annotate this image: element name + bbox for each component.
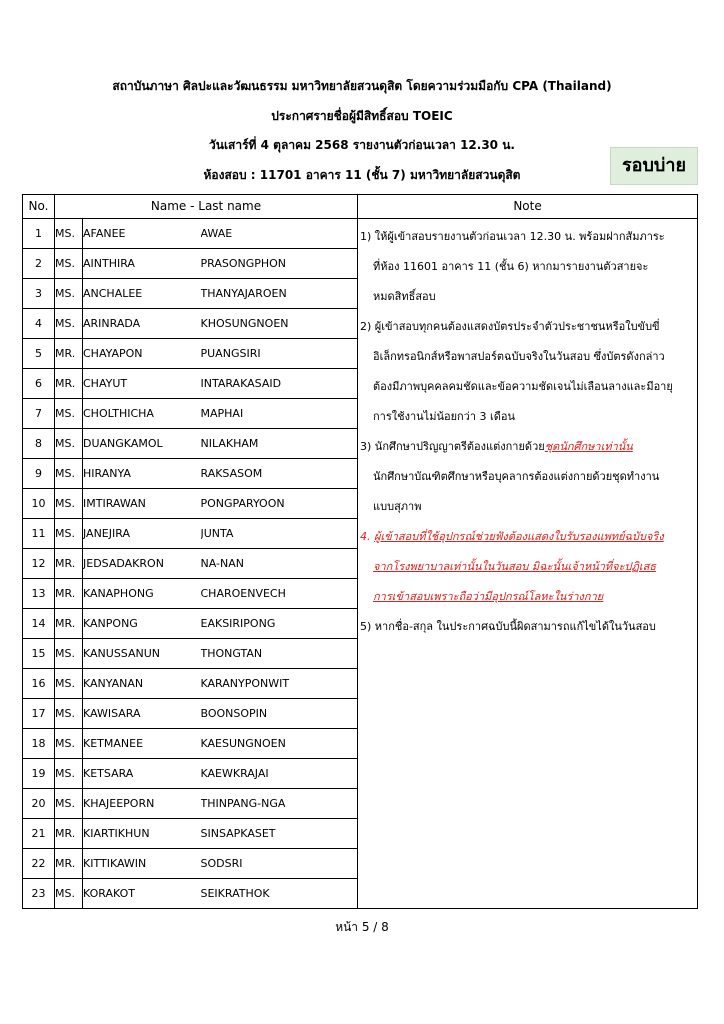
row-title: MR. [55,369,83,399]
row-first-name: CHAYUT [83,369,201,399]
row-first-name: AINTHIRA [83,249,201,279]
row-first-name: DUANGKAMOL [83,429,201,459]
row-first-name: KORAKOT [83,879,201,909]
note-cell [358,219,698,909]
row-number: 23 [23,879,55,909]
row-number: 1 [23,219,55,249]
row-last-name: KARANYPONWIT [201,669,358,699]
header-no: No. [23,195,55,219]
row-first-name: CHAYAPON [83,339,201,369]
row-title: MS. [55,879,83,909]
note-3-line-2: นักศึกษาบัณฑิตศึกษาหรือบุคลากรต้องแต่งกายด้วยชุดทำงาน [373,470,660,483]
note-4-text-3: การเข้าสอบเพราะถือว่ามีอุปกรณ์โลหะในร่างกาย [373,590,604,603]
row-first-name: KETMANEE [83,729,201,759]
row-title: MR. [55,339,83,369]
row-title: MS. [55,219,83,249]
row-first-name: IMTIRAWAN [83,489,201,519]
row-number: 11 [23,519,55,549]
row-number: 10 [23,489,55,519]
note-2-line-2: อิเล็กทรอนิกส์หรือพาสปอร์ตฉบับจริงในวันสอบ ซึ่งบัตรดังกล่าว [373,350,665,363]
header-announcement: ประกาศรายชื่อผู้มีสิทธิ์สอบ TOEIC [271,109,453,123]
row-title: MS. [55,789,83,819]
row-first-name: AFANEE [83,219,201,249]
row-first-name: KHAJEEPORN [83,789,201,819]
page-number: หน้า 5 / 8 [335,920,389,934]
row-first-name: KETSARA [83,759,201,789]
row-first-name: JEDSADAKRON [83,549,201,579]
note-2-line-4: การใช้งานไม่น้อยกว่า 3 เดือน [373,410,516,423]
row-first-name: KANYANAN [83,669,201,699]
row-number: 16 [23,669,55,699]
header-note: Note [358,195,698,219]
note-3-highlight: ชุดนักศึกษาเท่านั้น [544,440,633,453]
row-last-name: MAPHAI [201,399,358,429]
row-last-name: SINSAPKASET [201,819,358,849]
header-institute: สถาบันภาษา ศิลปะและวัฒนธรรม มหาวิทยาลัยสวนดุสิต โดยความร่วมมือกับ CPA (Thailand) [112,79,612,93]
row-first-name: KITTIKAWIN [83,849,201,879]
row-number: 14 [23,609,55,639]
row-last-name: NILAKHAM [201,429,358,459]
row-last-name: EAKSIRIPONG [201,609,358,639]
row-number: 20 [23,789,55,819]
session-badge: รอบบ่าย [610,147,698,185]
row-number: 7 [23,399,55,429]
note-4-text: ผู้เข้าสอบที่ใช้อุปกรณ์ช่วยฟังต้องแสดงใบรับรองแพทย์ฉบับจริง [374,530,664,543]
row-last-name: CHAROENVECH [201,579,358,609]
note-4-line-3 [360,582,693,612]
row-last-name: SODSRI [201,849,358,879]
note-4-text-2: จากโรงพยาบาลเท่านั้นในวันสอบ มิฉะนั้นเจ้าหน้าที่จะปฏิเสธ [373,560,657,573]
row-first-name: KANPONG [83,609,201,639]
row-first-name: HIRANYA [83,459,201,489]
row-number: 2 [23,249,55,279]
row-title: MS. [55,249,83,279]
row-last-name: KAESUNGNOEN [201,729,358,759]
note-2-line-3: ต้องมีภาพบุคคลคมชัดและข้อความชัดเจนไม่เลือนลางและมีอายุ [373,380,673,393]
header-date: วันเสาร์ที่ 4 ตุลาคม 2568 รายงานตัวก่อนเวลา 12.30 น. [209,138,515,152]
row-last-name: RAKSASOM [201,459,358,489]
row-last-name: AWAE [201,219,358,249]
row-title: MR. [55,849,83,879]
row-last-name: INTARAKASAID [201,369,358,399]
row-number: 8 [23,429,55,459]
note-3-prefix: 3) นักศึกษาปริญญาตรีต้องแต่งกายด้วย [360,440,545,453]
row-last-name: NA-NAN [201,549,358,579]
row-title: MS. [55,669,83,699]
row-number: 18 [23,729,55,759]
row-last-name: THANYAJAROEN [201,279,358,309]
row-number: 17 [23,699,55,729]
row-title: MS. [55,429,83,459]
row-title: MS. [55,279,83,309]
row-title: MS. [55,639,83,669]
row-last-name: SEIKRATHOK [201,879,358,909]
row-number: 6 [23,369,55,399]
row-title: MS. [55,759,83,789]
table-row [23,219,698,249]
row-title: MS. [55,489,83,519]
row-number: 21 [23,819,55,849]
notes-panel [358,219,697,642]
row-first-name: ANCHALEE [83,279,201,309]
row-number: 13 [23,579,55,609]
note-3-line-1 [360,432,693,462]
header-name: Name - Last name [55,195,358,219]
row-title: MS. [55,519,83,549]
row-last-name: PUANGSIRI [201,339,358,369]
row-number: 22 [23,849,55,879]
note-2-line-1: 2) ผู้เข้าสอบทุกคนต้องแสดงบัตรประจำตัวประชาชนหรือใบขับขี่ [360,320,660,333]
row-title: MR. [55,819,83,849]
row-title: MR. [55,579,83,609]
note-4-line-1 [360,522,693,552]
row-first-name: KANUSSANUN [83,639,201,669]
row-last-name: PONGPARYOON [201,489,358,519]
note-3-line-3: แบบสุภาพ [373,500,422,513]
row-first-name: KIARTIKHUN [83,819,201,849]
note-4-line-2 [360,552,693,582]
row-last-name: JUNTA [201,519,358,549]
row-title: MR. [55,549,83,579]
row-first-name: JANEJIRA [83,519,201,549]
note-4-number: 4. [360,530,375,543]
note-5-line-1: 5) หากชื่อ-สกุล ในประกาศฉบับนี้ผิดสามารถแก้ไขได้ในวันสอบ [360,620,656,633]
row-last-name: KHOSUNGNOEN [201,309,358,339]
row-title: MR. [55,609,83,639]
row-first-name: ARINRADA [83,309,201,339]
row-number: 4 [23,309,55,339]
candidate-table [22,194,698,909]
row-number: 12 [23,549,55,579]
note-1-line-3: หมดสิทธิ์สอบ [373,290,436,303]
row-last-name: BOONSOPIN [201,699,358,729]
row-last-name: THINPANG-NGA [201,789,358,819]
row-last-name: PRASONGPHON [201,249,358,279]
row-title: MS. [55,699,83,729]
row-first-name: KAWISARA [83,699,201,729]
row-title: MS. [55,459,83,489]
note-1-line-2: ที่ห้อง 11601 อาคาร 11 (ชั้น 6) หากมารายงานตัวสายจะ [373,260,649,273]
row-first-name: KANAPHONG [83,579,201,609]
row-title: MS. [55,729,83,759]
row-number: 19 [23,759,55,789]
row-number: 3 [23,279,55,309]
row-last-name: KAEWKRAJAI [201,759,358,789]
table-body [23,219,698,909]
note-1-line-1: 1) ให้ผู้เข้าสอบรายงานตัวก่อนเวลา 12.30 น. พร้อมฝากสัมภาระ [360,230,665,243]
row-number: 9 [23,459,55,489]
row-number: 15 [23,639,55,669]
row-last-name: THONGTAN [201,639,358,669]
row-title: MS. [55,399,83,429]
row-first-name: CHOLTHICHA [83,399,201,429]
row-number: 5 [23,339,55,369]
row-title: MS. [55,309,83,339]
header-room: ห้องสอบ : 11701 อาคาร 11 (ชั้น 7) มหาวิทยาลัยสวนดุสิต [203,168,521,182]
